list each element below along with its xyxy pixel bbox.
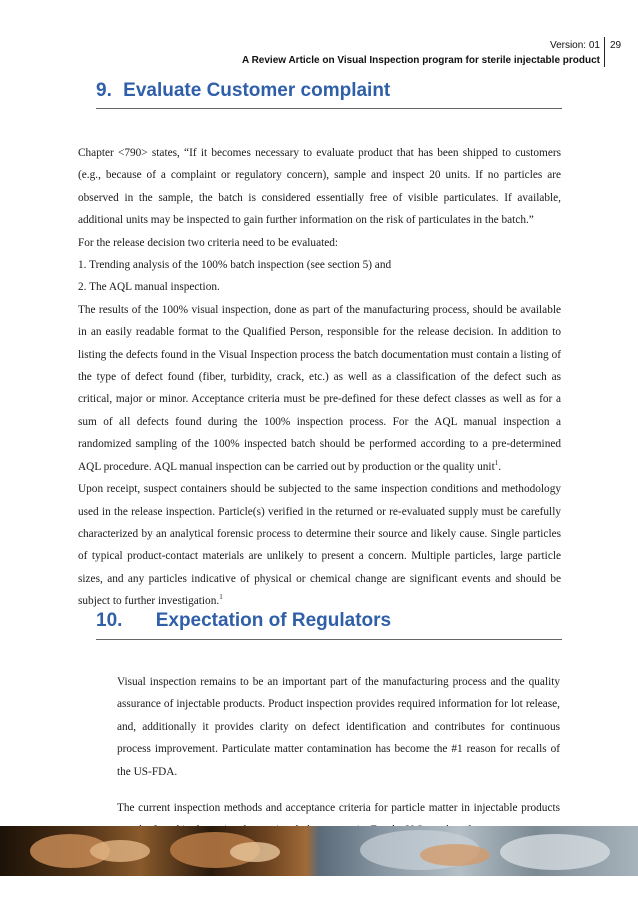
paragraph-current-methods: The current inspection methods and acceptance criteria for particle matter in injectable products <box>117 802 560 815</box>
header-version: Version: 01 <box>549 40 600 51</box>
paragraph-visual-inspection: Visual inspection remains to be an important part of the manufacturing process and the quality assurance of injectable products. Product inspection provides required information for lot release, and, additionally it provides clarity on defect identification and contributes for continuous process improvement. Particulate matter contamination has become the #1 reason for recalls of the US-FDA. <box>117 676 560 778</box>
section-9-body <box>78 142 561 613</box>
section-9-title: Evaluate Customer complaint <box>123 80 391 101</box>
paragraph-receipt-text: Upon receipt, suspect containers should be subjected to the same inspection conditions and methodology used in the release inspection. Particle(s) verified in the returned or re-evaluated supply must be carefully characterized by an analytical forensic process to determine their source and likely cause. Single particles of typical product-contact materials are unlikely to present a concern. Multiple particles, large particle sizes, and any particles indicative of physical or chemical change are significant events and should be subject to further investigation. <box>78 483 561 608</box>
section-10-rule <box>96 639 562 640</box>
paragraph-chapter-790: Chapter <790> states, “If it becomes necessary to evaluate product that has been shipped to customers (e.g., because of a complaint or regulatory concern), sample and inspect 20 units. If no particles are observed in the sample, the batch is considered essentially free of visible particulates. If available, additional units may be inspected to gain further information on the risk of particulates in the batch.” <box>78 147 561 227</box>
criterion-1: 1. Trending analysis of the 100% batch inspection (see section 5) and <box>78 259 392 272</box>
section-9-number: 9. <box>96 80 112 101</box>
header-divider <box>604 37 605 67</box>
paragraph-release-criteria: For the release decision two criteria need to be evaluated: <box>78 236 339 249</box>
footer-image-strip <box>0 826 638 876</box>
hand-image <box>420 844 490 866</box>
page-number: 29 <box>610 40 622 51</box>
footnote-ref: 1 <box>494 458 499 467</box>
running-header <box>40 38 600 68</box>
section-10-body <box>117 671 560 842</box>
section-9-heading <box>96 80 390 102</box>
paragraph-results-text: The results of the 100% visual inspection, done as part of the manufacturing process, should be available in an easily readable format to the Qualified Person, responsible for the release decision. In addition to listing the defects found in the Visual Inspection process the batch documentation must contain a listing of the type of defect found (fiber, turbidity, crack, etc.) as well as a classification of the defect such as critical, major or minor. Acceptance criteria must be pre-defined for these defect classes as well as for a sum of all defects found during the 100% inspection process. For the AQL manual inspection a randomized sampling of the 100% inspected batch should be performed according to a pre-determined AQL procedure. AQL manual inspection can be carried out by production or the quality unit <box>78 303 561 473</box>
section-9-rule <box>96 108 562 109</box>
section-10-number: 10. <box>96 610 123 631</box>
section-10-title: Expectation of Regulators <box>155 610 392 631</box>
footnote-ref: 1 <box>219 593 223 602</box>
hand-image <box>230 842 280 862</box>
vials-image <box>500 834 610 870</box>
hand-image <box>90 840 150 862</box>
header-title: A Review Article on Visual Inspection program for sterile injectable product <box>241 55 600 66</box>
paragraph-results-end: . <box>498 460 502 473</box>
paragraph-receipt <box>78 478 561 612</box>
paragraph-results <box>78 299 561 478</box>
section-10-heading <box>96 610 391 632</box>
criterion-2: 2. The AQL manual inspection. <box>78 281 220 294</box>
